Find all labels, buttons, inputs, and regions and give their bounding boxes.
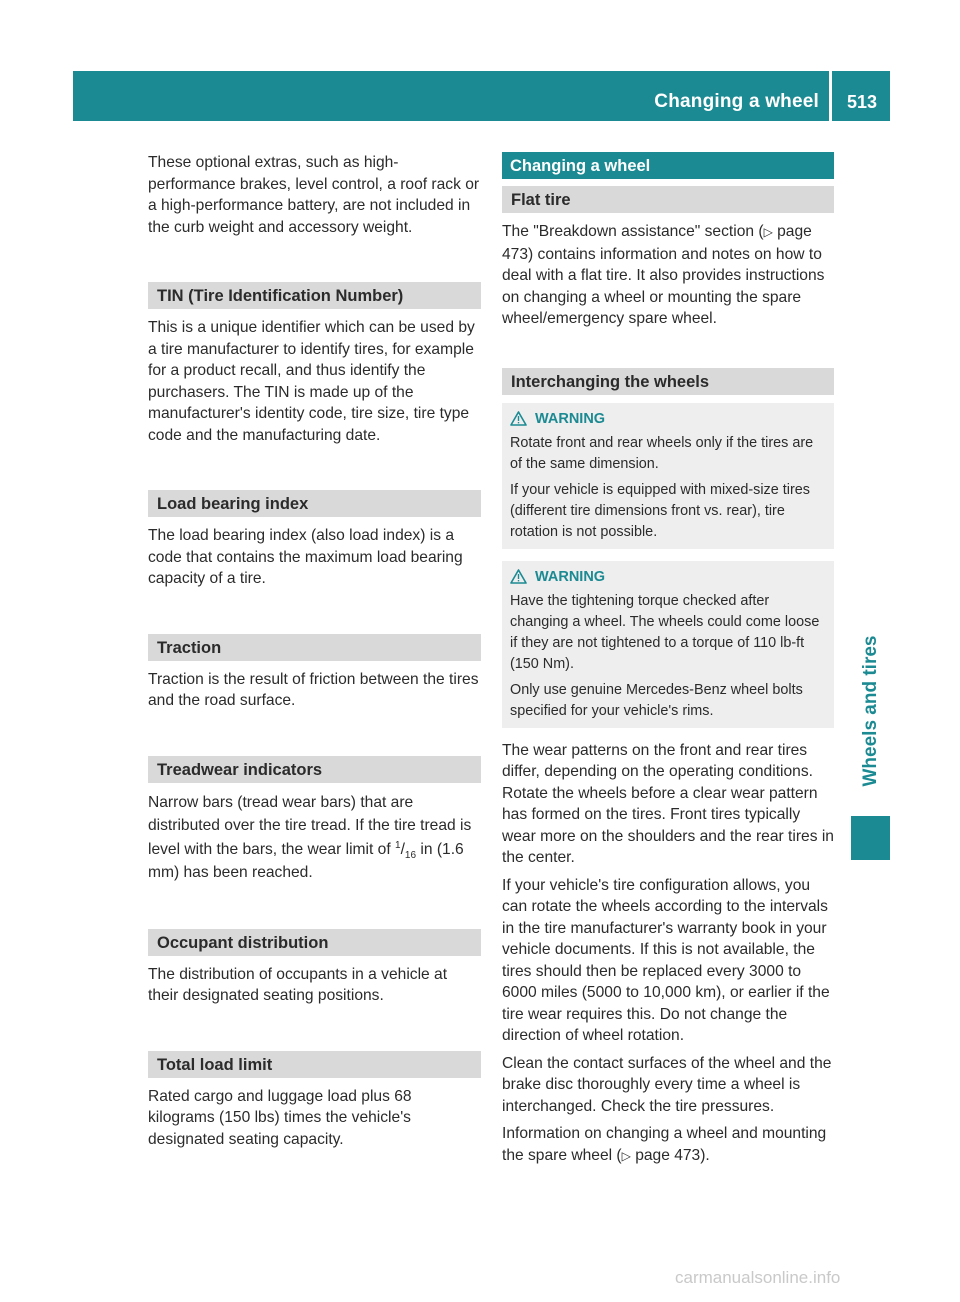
header-divider [829, 71, 832, 121]
section-text-traction: Traction is the result of friction between the tires and the road surface. [148, 670, 479, 709]
section-heading-treadwear: Treadwear indicators [148, 756, 481, 783]
section-heading-load-index: Load bearing index [148, 490, 481, 517]
paragraph: The wear patterns on the front and rear tires differ, depending on the operating conditions. Rotate the wheels before a clear wear pattern has formed on the tires. Front tires typically wear more on the shoulders and the rear tires in the center. [502, 741, 834, 866]
section-text-flat-tire: The "Breakdown assistance" section (▷ page 473) contains information and notes on how to deal with a flat tire. It also provides instructions on changing a wheel or mounting the spare wheel/emergency spare wheel. [502, 223, 825, 327]
page-ref-arrow-icon: ▷ [763, 225, 773, 239]
fraction-numerator: 1 [395, 839, 401, 851]
warning-title: WARNING [510, 408, 826, 430]
page-number: 513 [846, 92, 878, 112]
section-heading-total-load: Total load limit [148, 1051, 481, 1078]
warning-text: Only use genuine Mercedes-Benz wheel bolts specified for your vehicle's rims. [510, 681, 803, 719]
section-heading-flat-tire: Flat tire [502, 186, 834, 213]
left-column [148, 152, 481, 1156]
page-ref-arrow-icon: ▷ [621, 1148, 631, 1163]
warning-triangle-icon [510, 569, 527, 584]
warning-text: Rotate front and rear wheels only if the tires are of the same dimension. [510, 434, 814, 472]
right-column [502, 152, 834, 1173]
page-header [73, 71, 890, 121]
warning-triangle-icon [510, 411, 527, 426]
side-tab-marker [851, 816, 890, 860]
section-text-total-load: Rated cargo and luggage load plus 68 kilograms (150 lbs) times the vehicle's designated seating capacity. [148, 1087, 412, 1148]
section-heading-traction: Traction [148, 634, 481, 661]
warning-text: Have the tightening torque checked after changing a wheel. The wheels could come loose if they are not tightened to a torque of 110 lb-ft (150 Nm). [510, 592, 820, 672]
section-text-load-index: The load bearing index (also load index) is a code that contains the maximum load bearing capacity of a tire. [148, 527, 463, 587]
warning-title: WARNING [510, 566, 826, 588]
main-heading: Changing a wheel [502, 152, 834, 179]
section-heading-tin: TIN (Tire Identification Number) [148, 282, 481, 309]
section-text-occupant: The distribution of occupants in a vehicle at their designated seating positions. [148, 965, 448, 1004]
paragraph: If your vehicle's tire configuration allows, you can rotate the wheels according to the intervals in the tire manufacturer's warranty book in your vehicle documents. If this is not available, the tires should then be replaced every 3000 to 6000 miles (5000 to 10,000 km), or earlier if the tire wear requires this. Do not change the direction of wheel rotation. [502, 876, 830, 1044]
header-title: Changing a wheel [654, 91, 819, 112]
section-heading-occupant: Occupant distribution [148, 929, 481, 956]
section-text-treadwear: Narrow bars (tread wear bars) that are distributed over the tire tread. If the tire tread is level with the bars, the wear limit of $^1/_{16}$ in (1.6 mm) has been reached. [148, 793, 472, 881]
intro-paragraph: These optional extras, such as high-performance brakes, level control, a roof rack or a high-performance battery, are not included in the curb weight and accessory weight. [148, 154, 480, 236]
warning-box [502, 403, 834, 549]
warning-text: If your vehicle is equipped with mixed-size tires (different tire dimensions front vs. rear), tire rotation is not possible. [510, 481, 810, 540]
warning-box [502, 561, 834, 728]
paragraph: Clean the contact surfaces of the wheel and the brake disc thoroughly every time a wheel is interchanged. Check the tire pressures. [502, 1054, 832, 1115]
side-tab-label: Wheels and tires [859, 635, 881, 787]
section-text-tin: This is a unique identifier which can be used by a tire manufacturer to identify tires, for example for a product recall, and thus identify the purchasers. The TIN is made up of the manufacturer's identity code, tire size, tire type code and the manufacturing date. [148, 319, 475, 444]
watermark: carmanualsonline.info [675, 1268, 841, 1287]
fraction-denominator: 16 [404, 849, 417, 861]
section-heading-interchanging: Interchanging the wheels [502, 368, 834, 395]
paragraph: Information on changing a wheel and mounting the spare wheel (▷ page 473). [502, 1125, 827, 1164]
